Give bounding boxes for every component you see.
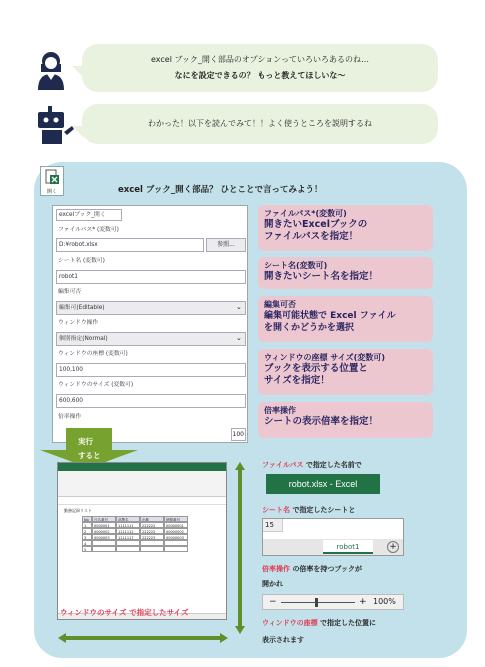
callout-head: 倍率操作: [264, 406, 296, 415]
question-line-2: なにを設定できるの？ もっと教えてほしいな～: [174, 71, 346, 80]
callout-head: ウィンドウの座標 サイズ(変数可): [264, 353, 385, 362]
table-cell: 00000002: [164, 528, 188, 534]
excel-sheet-title: 勤務記録リスト: [64, 508, 92, 513]
sheet-tab-robot1[interactable]: robot1: [323, 540, 373, 554]
open-component-icon: [40, 166, 64, 196]
callout-body: ファイルパスを指定！: [264, 231, 359, 242]
callout-body: 編集可能状態で Excel ファイル: [264, 311, 396, 321]
callout-zoom: [258, 402, 433, 438]
coord-input[interactable]: 100,100: [56, 363, 246, 377]
table-header-cell: 氏名番号: [92, 516, 116, 522]
result-coord-text: [262, 616, 376, 630]
table-header-cell: 時間番号: [164, 516, 188, 522]
zoom-stepper[interactable]: 100: [231, 428, 246, 441]
size-caption-rest: で指定したサイズ: [129, 608, 189, 617]
table-cell: [92, 546, 116, 552]
sheet-tab-preview: [262, 518, 404, 556]
table-header-cell: 部署名: [116, 516, 140, 522]
callout-body: を開くかどうかを選択: [264, 323, 355, 333]
zoom-plus-icon[interactable]: +: [359, 597, 367, 607]
result-zoom-rest: の倍率を持つブックが: [292, 565, 362, 573]
result-zoom-text: [262, 562, 362, 576]
open-icon-label: 開く: [46, 189, 57, 195]
excel-window-thumbnail: [57, 462, 227, 620]
excel-mini-table: [82, 516, 226, 552]
zoom-percent: 100%: [373, 597, 396, 606]
callout-sheet-name: [258, 257, 433, 289]
table-cell: 0000003: [92, 534, 116, 540]
question-line-1: excel ブック_開く部品のオプションっていろいろあるのね…: [151, 55, 369, 64]
table-cell: 1111112: [116, 528, 140, 534]
zoom-track: [281, 602, 355, 603]
callout-head: シート名(変数可): [264, 261, 328, 270]
zoom-thumb[interactable]: [315, 598, 318, 607]
zoom-minus-icon[interactable]: −: [269, 597, 277, 607]
callout-body: シートの表示倍率を指定！: [264, 416, 379, 427]
row-number: 15: [263, 519, 283, 532]
table-cell: 0000001: [92, 522, 116, 528]
properties-form: [52, 205, 248, 443]
window-op-label: ウィンドウ操作: [58, 320, 99, 326]
callout-body: ブックを表示する位置と: [264, 363, 368, 374]
table-cell: 1: [82, 522, 92, 528]
table-cell: 3: [82, 534, 92, 540]
excel-formula-bar: [58, 497, 226, 505]
vertical-size-arrow: [234, 460, 246, 636]
table-cell: [164, 546, 188, 552]
callout-head: 編集可否: [264, 300, 296, 309]
table-cell: 1111117: [116, 534, 140, 540]
table-cell: [116, 546, 140, 552]
horizontal-size-arrow: [56, 632, 230, 644]
browse-button[interactable]: 参照...: [206, 238, 246, 252]
table-cell: 00000003: [164, 534, 188, 540]
result-sheet-red: シート名: [262, 506, 290, 514]
tab-excel-open[interactable]: excelブック_開く: [56, 209, 122, 221]
question-bubble: [82, 44, 438, 92]
size-caption-red: ウィンドウのサイズ: [60, 608, 127, 617]
table-cell: 222222: [140, 522, 164, 528]
edit-label: 編集可否: [58, 289, 82, 295]
table-header-cell: No: [82, 516, 92, 522]
table-cell: 1111111: [116, 522, 140, 528]
chevron-down-icon: ⌄: [236, 303, 242, 311]
callout-body: 開きたいシート名を指定！: [264, 271, 379, 282]
callout-editable: [258, 296, 433, 342]
table-cell: 4: [82, 540, 92, 546]
result-file-path-text: [262, 458, 362, 472]
table-cell: 2: [82, 528, 92, 534]
result-sheet-text: [262, 503, 355, 517]
path-label: ファイルパス* (変数可): [58, 227, 119, 233]
table-row: [82, 546, 226, 552]
chevron-down-icon: ⌄: [236, 334, 242, 342]
result-zoom-red: 倍率操作: [262, 565, 290, 573]
table-cell: 5: [82, 546, 92, 552]
table-cell: 00000001: [164, 522, 188, 528]
panel-title: excel ブック_開く部品？ ひとことで言ってみよう！: [118, 185, 323, 195]
table-cell: 0000002: [92, 528, 116, 534]
woman-avatar-icon: [34, 50, 68, 90]
result-fp-red: ファイルパス: [262, 461, 304, 469]
table-cell: [140, 546, 164, 552]
answer-line: わかった！以下を読んでみて！！よく使うところを説明するね: [148, 119, 372, 128]
result-coord-line2: 表示されます: [262, 636, 304, 644]
size-label: ウィンドウのサイズ (変数可): [58, 382, 134, 388]
robot-avatar-icon: [34, 106, 76, 144]
size-input[interactable]: 600,600: [56, 394, 246, 408]
excel-titlebar: [58, 463, 226, 471]
excel-title-box: robot.xlsx - Excel: [266, 474, 380, 494]
window-op-select[interactable]: 個別指定(Normal): [56, 332, 246, 346]
arrow-text-2: すると: [78, 451, 101, 460]
excel-ribbon: [58, 471, 226, 497]
result-zoom-line2: 開かれ: [262, 580, 283, 588]
result-coord-red: ウィンドウの座標: [262, 619, 318, 627]
sheet-label: シート名 (変数可): [58, 258, 105, 264]
callout-file-path: [258, 205, 433, 251]
table-header-cell: 出勤: [140, 516, 164, 522]
table-cell: 222222: [140, 528, 164, 534]
callout-body: 開きたいExcelブックの: [264, 219, 368, 230]
result-coord-rest: で指定した位置に: [320, 619, 377, 627]
coord-label: ウィンドウの座標 (変数可): [58, 351, 128, 357]
path-input[interactable]: D:¥robot.xlsx: [56, 238, 204, 252]
callout-head: ファイルパス*(変数可): [264, 209, 347, 218]
zoom-label: 倍率操作: [58, 414, 82, 420]
result-sheet-rest: で指定したシートと: [292, 506, 356, 514]
edit-select[interactable]: 編集可(Editable): [56, 301, 246, 315]
answer-bubble: [82, 104, 438, 144]
table-cell: 222223: [140, 534, 164, 540]
callout-window: [258, 349, 433, 395]
result-fp-rest: で指定した名前で: [305, 461, 362, 469]
size-caption: [60, 606, 188, 620]
arrow-text-1: 実行: [78, 437, 93, 446]
callout-body: サイズを指定！: [264, 375, 330, 386]
sheet-input[interactable]: robot1: [56, 270, 246, 284]
add-sheet-icon[interactable]: +: [387, 541, 399, 553]
zoom-slider[interactable]: [262, 594, 404, 610]
